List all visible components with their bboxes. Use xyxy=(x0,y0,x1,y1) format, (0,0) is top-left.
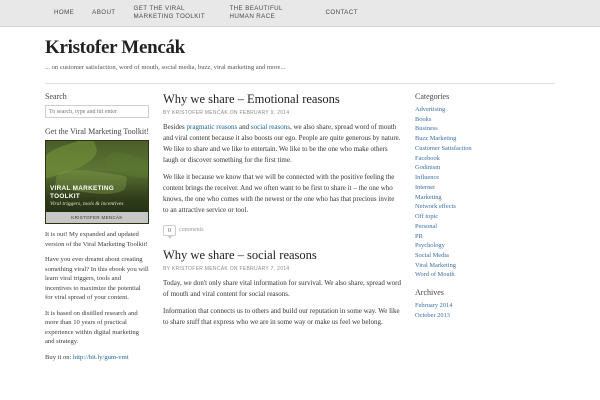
toolkit-widget-title: Get the Viral Marketing Toolkit! xyxy=(45,127,149,136)
comment-bubble-icon: 0 xyxy=(163,225,176,236)
main-navigation xyxy=(0,0,600,27)
main-content xyxy=(163,92,401,340)
post-title[interactable]: Why we share – social reasons xyxy=(163,247,317,262)
list-item[interactable]: Advertising xyxy=(415,106,446,113)
left-sidebar xyxy=(45,92,149,372)
list-item[interactable]: Social Media xyxy=(415,252,449,260)
list-item[interactable]: Godinism xyxy=(415,164,441,172)
list-item[interactable]: Off topic xyxy=(415,213,439,221)
search-widget-title: Search xyxy=(45,92,67,101)
toolkit-paragraph-1: It is out! My expanded and updated version of the Viral Marketing Toolkit! xyxy=(45,231,148,248)
list-item[interactable]: February 2014 xyxy=(415,302,453,310)
list-item[interactable]: PR xyxy=(415,232,423,240)
list-item[interactable]: Viral Marketing xyxy=(415,261,456,269)
post-paragraph: Today, we don't only share vital information for survival. We also share, spread word of mouth and viral content for social reasons. xyxy=(163,278,401,298)
post-article xyxy=(163,92,401,236)
list-item[interactable]: Word of Mouth xyxy=(415,271,455,279)
book-cover-image[interactable] xyxy=(45,140,149,224)
toolkit-paragraph-2: Have you ever dreamt about creating something viral? In this ebook you will learn viral triggers, tools and incentives to maximize the potential for viral spread of your content. xyxy=(45,256,149,302)
list-item[interactable]: Personal xyxy=(415,222,438,230)
search-input[interactable] xyxy=(45,105,149,118)
nav-item-the-beautiful-human-race[interactable]: THE BEAUTIFUL HUMAN RACE xyxy=(229,5,283,20)
post-meta-on: ON xyxy=(229,265,238,272)
post-meta xyxy=(163,110,401,116)
post-meta-by: BY xyxy=(163,265,171,272)
book-cover-subtitle: Viral triggers, tools & incentives xyxy=(50,201,124,207)
nav-item-get-the-viral-marketing-toolkit[interactable]: GET THE VIRAL MARKETING TOOLKIT xyxy=(133,5,206,20)
post-meta-by: BY xyxy=(163,110,171,116)
list-item[interactable]: Marketing xyxy=(415,193,442,201)
nav-item-about[interactable]: ABOUT xyxy=(92,9,116,17)
buy-link[interactable]: http://bit.ly/gum-vmt xyxy=(73,354,129,362)
post-date-link[interactable]: FEBRUARY 7, 2014 xyxy=(239,265,290,272)
archives-list xyxy=(415,301,489,320)
list-item[interactable]: Internet xyxy=(415,183,435,191)
list-item[interactable]: Business xyxy=(415,125,438,133)
right-sidebar xyxy=(415,92,489,321)
post-date-link[interactable]: FEBRUARY 9, 2014 xyxy=(239,110,290,116)
toolkit-buy-line xyxy=(45,353,149,363)
list-item[interactable]: Psychology xyxy=(415,242,445,250)
nav-item-contact[interactable]: CONTACT xyxy=(325,9,358,17)
comment-count-badge[interactable] xyxy=(163,225,204,236)
site-header xyxy=(0,27,600,79)
list-item[interactable]: Books xyxy=(415,115,432,123)
categories-title: Categories xyxy=(415,92,450,101)
buy-prefix-text: Buy it on: xyxy=(45,354,74,362)
nav-item-home[interactable]: HOME xyxy=(54,9,75,17)
site-title[interactable]: Kristofer Mencák xyxy=(45,37,185,58)
list-item[interactable]: Facebook xyxy=(415,154,440,162)
site-tagline: ... on customer satisfaction, word of mouth, social media, buzz, viral marketing and more... xyxy=(45,64,286,71)
post-meta xyxy=(163,266,401,272)
toolkit-widget xyxy=(45,127,149,363)
post-paragraph: Besides pragmatic reasons and social reasons, we also share, spread word of mouth and viral content because it also boosts our ego. People are quite generous by nature. We like to share and we like to entertain. We like to be the one who make others laugh or discover something for the first time. xyxy=(163,123,401,164)
toolkit-paragraph-3: It is based on distilled research and more than 10 years of practical experience within digital marketing and strategy. xyxy=(45,309,139,346)
list-item[interactable]: Network effects xyxy=(415,203,456,211)
list-item[interactable]: Buzz Marketing xyxy=(415,135,457,143)
post-meta-on: ON xyxy=(229,110,238,116)
book-cover-band xyxy=(46,183,148,209)
book-cover-title: VIRAL MARKETING TOOLKIT xyxy=(50,185,115,200)
inline-link-pragmatic-reasons[interactable]: pragmatic reasons xyxy=(186,123,238,131)
archives-title: Archives xyxy=(415,288,444,298)
search-widget xyxy=(45,92,149,118)
post-author-link[interactable]: KRISTOFER MENCÁK xyxy=(171,265,228,272)
comment-count-label: comments xyxy=(179,227,204,234)
post-paragraph: We like it because we know that we will be connected with the positive feeling the content brings the receiver. And we often want to be first to share it – the one who knows, the one who comes with the newest or the one who has that precious invite to an attractive service or tool. xyxy=(163,173,395,214)
page-body xyxy=(0,84,600,372)
book-cover-author: KRISTOFER MENCÁK xyxy=(46,212,148,223)
list-item[interactable]: Influence xyxy=(415,174,440,182)
list-item[interactable]: Customer Satisfaction xyxy=(415,144,472,152)
post-paragraph: Information that connects us to others and build our reputation in some way. We like to share stuff that express who we are in some way or make us feel we belong. xyxy=(163,307,400,327)
post-article xyxy=(163,248,401,328)
post-author-link[interactable]: KRISTOFER MENCÁK xyxy=(171,110,228,116)
list-item[interactable]: October 2013 xyxy=(415,311,450,319)
inline-link-social-reasons[interactable]: social reasons xyxy=(250,123,290,131)
categories-list xyxy=(415,105,489,280)
post-title[interactable]: Why we share – Emotional reasons xyxy=(163,92,340,106)
